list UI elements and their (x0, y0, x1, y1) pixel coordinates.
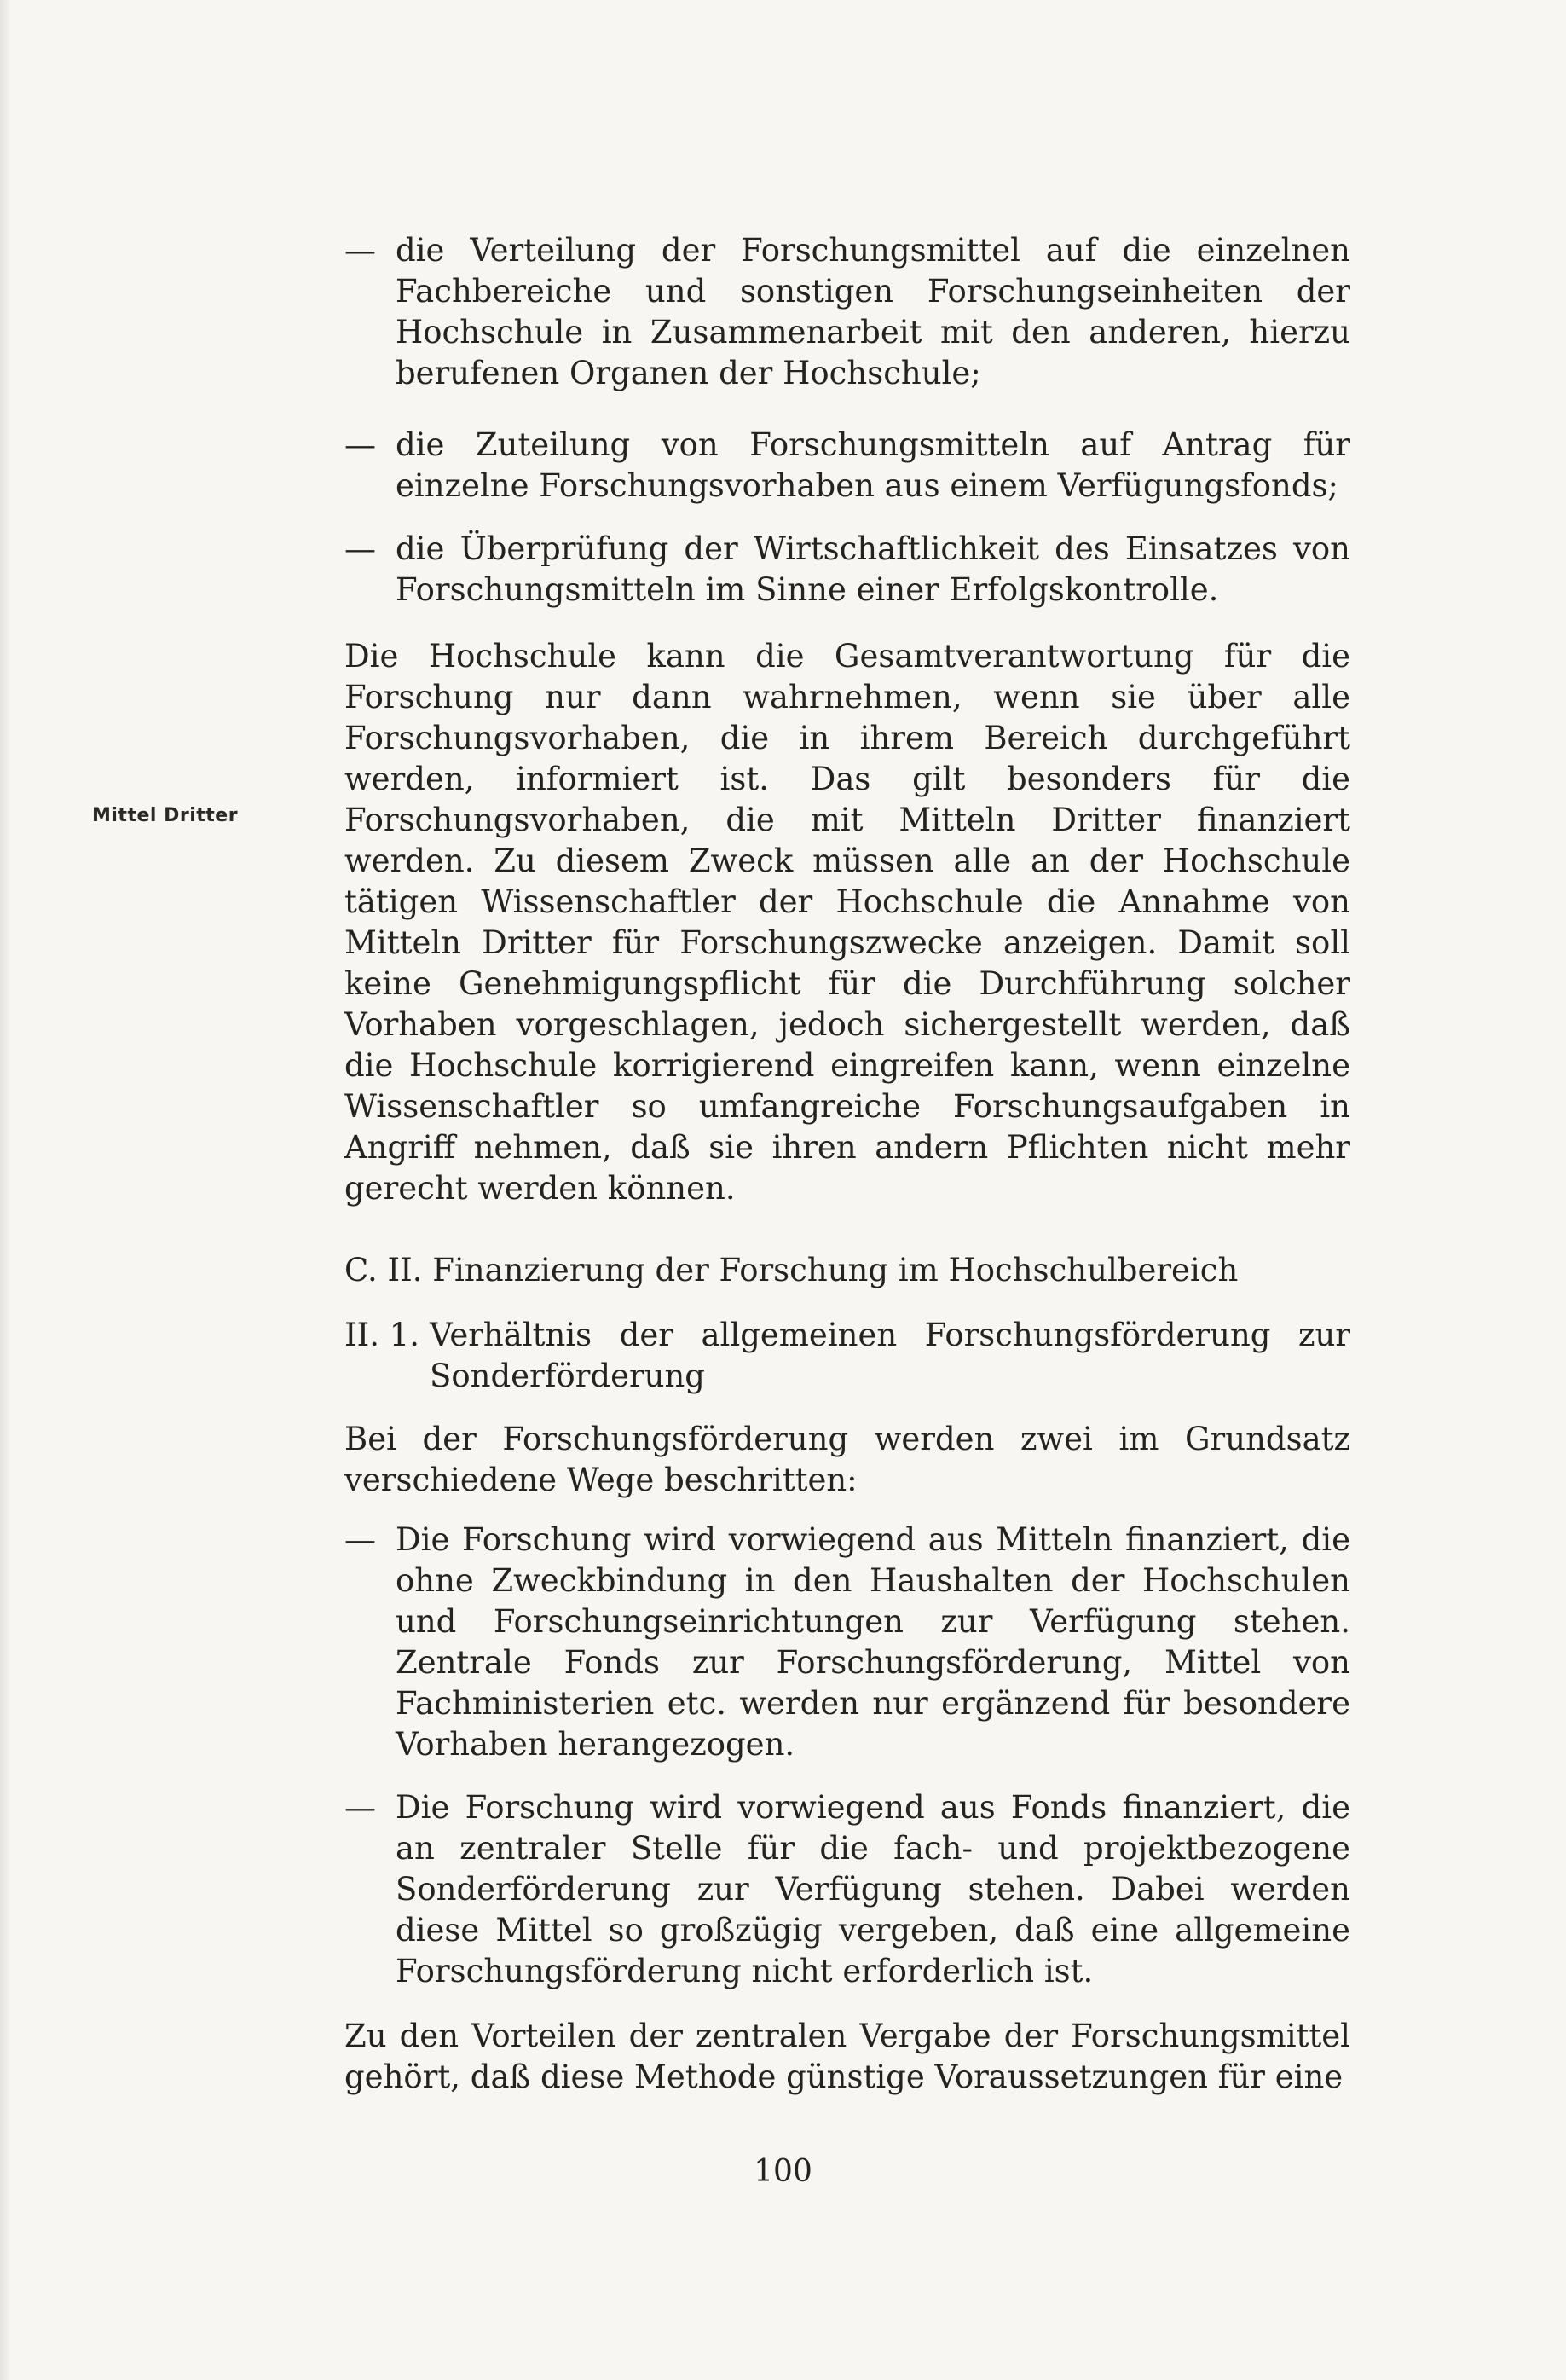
list-item-text: Die Forschung wird vorwiegend aus Mitteln finanziert, die ohne Zweckbindung in den Haushalten der Hochschulen und Forschungseinrichtungen zur Verfügung stehen. Zentrale Fonds zur Forschungsförderung, Mittel von Fachministerien etc. werden nur ergänzend für besondere Vorhaben herangezogen. (396, 1521, 1350, 1763)
section-number: C. II. (344, 1252, 423, 1288)
subsection-number: II. 1. (344, 1317, 420, 1353)
list-item-text: Die Forschung wird vorwiegend aus Fonds finanziert, die an zentraler Stelle für die fach- und projektbezogene Sonderförderung zur Verfügung stehen. Dabei werden diese Mittel so großzügig vergeben, daß eine allgemeine Forschungsförderung nicht erforderlich ist. (396, 1789, 1350, 1989)
paragraph-zwei-wege: Bei der Forschungsförderung werden zwei im Grundsatz verschiedene Wege beschritten: (344, 1421, 1350, 1498)
dash-marker: — (344, 232, 376, 269)
list-item (344, 529, 1350, 611)
paragraph-hochschule-verantwortung: Die Hochschule kann die Gesamtverantwortung für die Forschung nur dann wahrnehmen, wenn sie über alle Forschungsvorhaben, die in ihrem Bereich durchgeführt werden, informiert ist. Das gilt besonders für die Forschungsvorhaben, die mit Mitteln Dritter finanziert werden. Zu diesem Zweck müssen alle an der Hochschule tätigen Wissenschaftler der Hochschule die Annahme von Mitteln Dritter für Forschungszwecke anzeigen. Damit soll keine Genehmigungspflicht für die Durchführung solcher Vorhaben vorgeschlagen, jedoch sichergestellt werden, daß die Hochschule korrigierend eingreifen kann, wenn einzelne Wissenschaftler so umfangreiche Forschungsaufgaben in Angriff nehmen, daß sie ihren andern Pflichten nicht mehr gerecht werden können. (344, 638, 1350, 1207)
page-edge (0, 0, 12, 2380)
list-item (344, 230, 1350, 394)
subsection-title: Verhältnis der allgemeinen Forschungsförderung zur Sonderförderung (430, 1317, 1350, 1394)
subsection-heading (344, 1315, 1350, 1397)
list-item-text: die Verteilung der Forschungsmittel auf die einzelnen Fachbereiche und sonstigen Forschungseinheiten der Hochschule in Zusammenarbeit mit den anderen, hierzu berufenen Organen der Hochschule; (396, 232, 1350, 391)
section-title: Finanzierung der Forschung im Hochschulbereich (432, 1252, 1239, 1288)
list-item-text: die Zuteilung von Forschungsmitteln auf Antrag für einzelne Forschungsvorhaben aus einem Verfügungsfonds; (396, 426, 1350, 504)
dash-marker: — (344, 1521, 376, 1558)
dash-marker: — (344, 530, 376, 567)
page-number: 100 (754, 2154, 812, 2189)
list-item (344, 1520, 1350, 1765)
dash-marker: — (344, 1789, 376, 1826)
section-heading (344, 1250, 1350, 1291)
list-item-text: die Überprüfung der Wirtschaftlichkeit des Einsatzes von Forschungsmitteln im Sinne einer Erfolgskontrolle. (396, 530, 1350, 608)
margin-note: Mittel Dritter (92, 805, 239, 826)
paragraph-vorteile: Zu den Vorteilen der zentralen Vergabe der Forschungsmittel gehört, daß diese Methode günstige Voraussetzungen für eine (344, 2018, 1350, 2095)
list-item (344, 1787, 1350, 1992)
dash-marker: — (344, 426, 376, 463)
list-item (344, 425, 1350, 507)
